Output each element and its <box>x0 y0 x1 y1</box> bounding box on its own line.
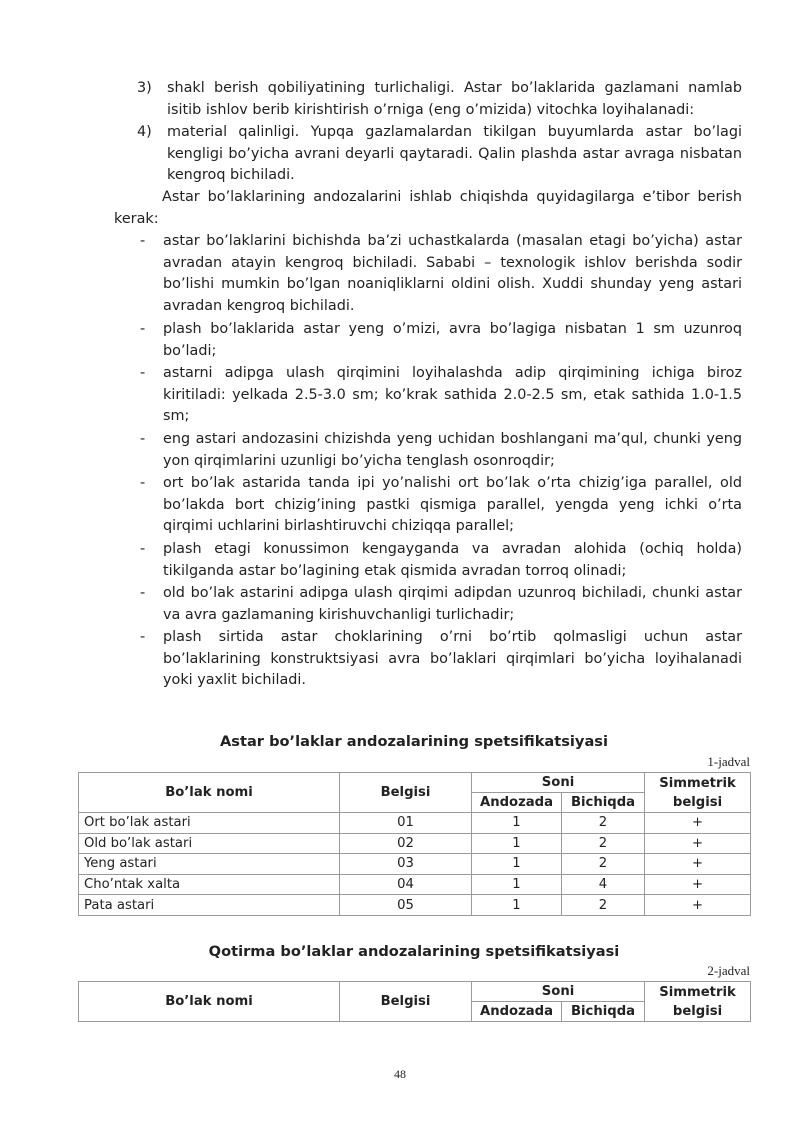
item-number: 4) <box>137 124 152 140</box>
numbered-item-4 <box>137 122 742 187</box>
cell-in-pattern: 1 <box>472 813 562 834</box>
header-in-pattern: Andozada <box>472 793 562 813</box>
cell-symmetric: + <box>645 833 751 854</box>
list-dash: - <box>140 365 146 381</box>
cell-in-pattern: 1 <box>472 833 562 854</box>
table1 <box>78 772 751 916</box>
cell-part-name: Old bo’lak astari <box>79 833 340 854</box>
list-dash: - <box>140 321 146 337</box>
table2 <box>78 981 751 1022</box>
list-item <box>137 539 742 582</box>
list-dash: - <box>140 431 146 447</box>
header-count: Soni <box>472 982 645 1002</box>
list-item <box>137 627 742 692</box>
table-row <box>79 874 751 895</box>
cell-in-pattern: 1 <box>472 874 562 895</box>
header-count: Soni <box>472 773 645 793</box>
table-row <box>79 854 751 875</box>
cell-mark: 05 <box>340 895 472 916</box>
list-item <box>137 231 742 317</box>
cell-in-pattern: 1 <box>472 895 562 916</box>
item-number: 3) <box>137 80 152 96</box>
list-dash: - <box>140 475 146 491</box>
header-part-name: Bo’lak nomi <box>79 773 340 813</box>
list-item <box>137 429 742 472</box>
cell-mark: 02 <box>340 833 472 854</box>
cell-symmetric: + <box>645 874 751 895</box>
page-number: 48 <box>394 1067 406 1081</box>
list-dash: - <box>140 585 146 601</box>
list-item <box>137 319 742 362</box>
header-in-cut: Bichiqda <box>562 1002 645 1022</box>
list-item-text: ort bo’lak astarida tanda ipi yo’nalishi ort bo’lak o’rta chizig’iga parallel, old bo’lakda bort chizig’ining pastki qismiga parallel, yengda yeng ichki o’rta qirqimi uchlarini birlashtiruvchi chiziqqa parallel; <box>163 475 742 534</box>
table-row <box>79 813 751 834</box>
cell-in-cut: 2 <box>562 895 645 916</box>
cell-in-pattern: 1 <box>472 854 562 875</box>
list-item <box>137 363 742 428</box>
list-item-text: plash sirtida astar choklarining o’rni bo’rtib qolmasligi uchun astar bo’laklarining konstruktsiyasi avra bo’laklari qirqimlari bo’yicha loyihalanadi yoki yaxlit bichiladi. <box>163 629 742 688</box>
list-item <box>137 583 742 626</box>
cell-part-name: Cho’ntak xalta <box>79 874 340 895</box>
cell-part-name: Ort bo’lak astari <box>79 813 340 834</box>
cell-in-cut: 2 <box>562 833 645 854</box>
table1-label: 1-jadval <box>707 754 750 769</box>
header-symmetric: Simmetrik belgisi <box>645 982 751 1022</box>
header-in-pattern: Andozada <box>472 1002 562 1022</box>
item-text: shakl berish qobiliyatining turlichaligi. Astar bo’laklarida gazlamani namlab isitib ishlov berib kirishtirish o’rniga (eng o’mizida) vitochka loyihalanadi: <box>167 80 742 118</box>
list-item-text: eng astari andozasini chizishda yeng uchidan boshlangani ma’qul, chunki yeng yon qirqimlarini uzunligi bo’yicha tenglash osonroqdir; <box>163 431 742 469</box>
list-dash: - <box>140 541 146 557</box>
list-item-text: old bo’lak astarini adipga ulash qirqimi adipdan uzunroq bichiladi, chunki astar va avra gazlamaning kirishuvchanligi turlichadir; <box>163 585 742 623</box>
list-item-text: astar bo’laklarini bichishda ba’zi uchastkalarda (masalan etagi bo’yicha) astar avradan atayin kengroq bichiladi. Sababi – texnologik ishlov berishda sodir bo’lishi mumkin bo’lgan noaniqliklarni oldini olish. Xuddi shunday yeng astari avradan kengroq bichiladi. <box>163 233 742 314</box>
table-row <box>79 833 751 854</box>
table1-title: Astar bo’laklar andozalarining spetsifikatsiyasi <box>220 733 608 750</box>
cell-part-name: Pata astari <box>79 895 340 916</box>
list-item-text: astarni adipga ulash qirqimini loyihalashda adip qirqimining ichiga biroz kiritiladi: yelkada 2.5-3.0 sm; ko’krak sathida 2.0-2.5 sm, etak sathida 1.0-1.5 sm; <box>163 365 742 424</box>
intro-paragraph: Astar bo’laklarining andozalarini ishlab chiqishda quyidagilarga e’tibor berish kerak: <box>114 189 742 227</box>
header-symmetric: Simmetrik belgisi <box>645 773 751 813</box>
list-item-text: plash bo’laklarida astar yeng o’mizi, avra bo’lagiga nisbatan 1 sm uzunroq bo’ladi; <box>163 321 742 359</box>
list-dash: - <box>140 629 146 645</box>
header-in-cut: Bichiqda <box>562 793 645 813</box>
cell-in-cut: 2 <box>562 854 645 875</box>
cell-part-name: Yeng astari <box>79 854 340 875</box>
table-row <box>79 895 751 916</box>
list-item-text: plash etagi konussimon kengayganda va avradan alohida (ochiq holda) tikilganda astar bo’lagining etak qismida avradan torroq olinadi; <box>163 541 742 579</box>
cell-symmetric: + <box>645 895 751 916</box>
cell-mark: 01 <box>340 813 472 834</box>
cell-mark: 03 <box>340 854 472 875</box>
header-mark: Belgisi <box>340 982 472 1022</box>
table2-title: Qotirma bo’laklar andozalarining spetsifikatsiyasi <box>208 943 620 960</box>
header-mark: Belgisi <box>340 773 472 813</box>
cell-in-cut: 2 <box>562 813 645 834</box>
list-dash: - <box>140 233 146 249</box>
header-part-name: Bo’lak nomi <box>79 982 340 1022</box>
numbered-item-3 <box>137 78 742 121</box>
item-text: material qalinligi. Yupqa gazlamalardan tikilgan buyumlarda astar bo’lagi kengligi bo’yicha avrani deyarli qaytaradi. Qalin plashda astar avraga nisbatan kengroq bichiladi. <box>167 124 742 183</box>
table2-label: 2-jadval <box>707 963 750 978</box>
cell-in-cut: 4 <box>562 874 645 895</box>
cell-symmetric: + <box>645 854 751 875</box>
cell-symmetric: + <box>645 813 751 834</box>
cell-mark: 04 <box>340 874 472 895</box>
list-item <box>137 473 742 538</box>
